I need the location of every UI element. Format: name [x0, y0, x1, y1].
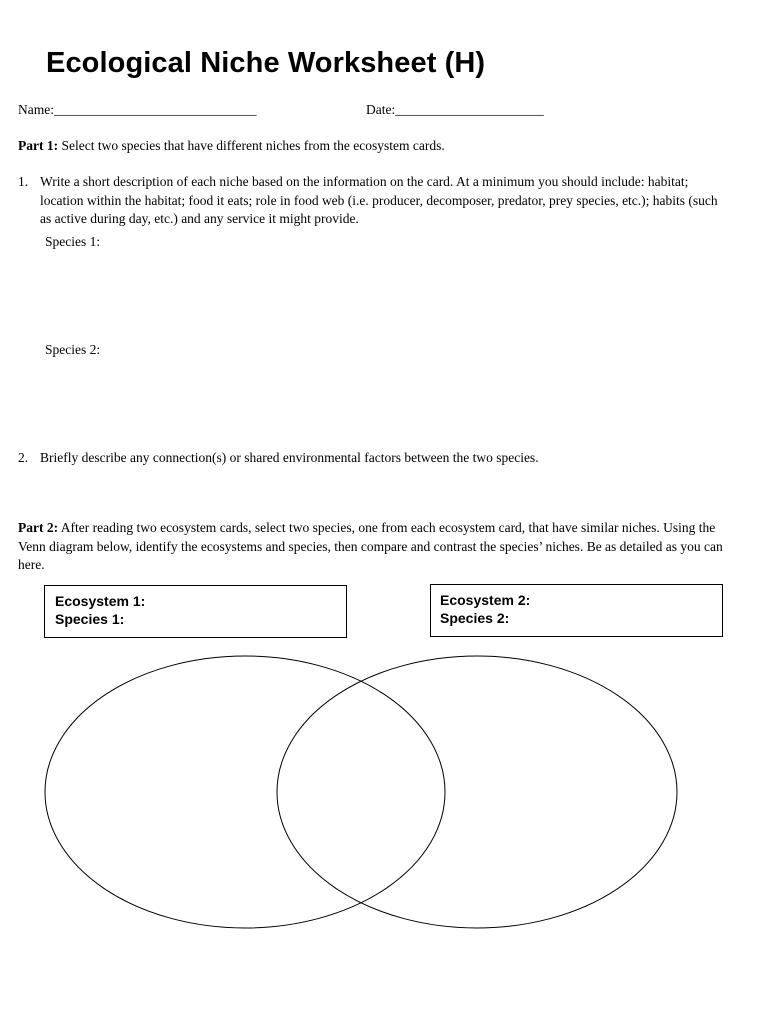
question-1-text: Write a short description of each niche based on the information on the card. At a minimum you should include: habitat; location within the habitat; food it eats; role in food web (i.e. producer, decomposer, predator, prey species, etc.); habits (such as active during day, etc.) and any service it might provide.	[40, 174, 718, 226]
part1-heading: Part 1:	[18, 138, 59, 153]
question-2-number: 2.	[18, 450, 29, 465]
part1-intro-text: Select two species that have different niches from the ecosystem cards.	[58, 138, 445, 153]
worksheet-title: Ecological Niche Worksheet (H)	[46, 47, 486, 79]
part2-heading: Part 2:	[18, 520, 59, 535]
date-field[interactable]: Date:______________________	[366, 102, 544, 117]
part2-text: After reading two ecosystem cards, select two species, one from each ecosystem card, that have similar niches. Using the Venn diagram below, identify the ecosystems and species, then compare and contrast the species’ niches. Be as detailed as you can here.	[18, 520, 723, 572]
species-1-label: Species 1:	[45, 234, 101, 249]
ecosystem-2-label: Ecosystem 2:	[440, 592, 531, 608]
name-field[interactable]: Name:______________________________	[18, 102, 257, 117]
venn-circle-left	[45, 656, 445, 928]
species-2-box-label: Species 2:	[440, 610, 510, 626]
venn-circle-right	[277, 656, 677, 928]
species-1-box-label: Species 1:	[55, 611, 125, 627]
ecosystem-1-label: Ecosystem 1:	[55, 593, 146, 609]
question-1-number: 1.	[18, 174, 29, 189]
species-2-label: Species 2:	[45, 342, 101, 357]
question-2-text: Briefly describe any connection(s) or shared environmental factors between the two species.	[40, 450, 539, 465]
